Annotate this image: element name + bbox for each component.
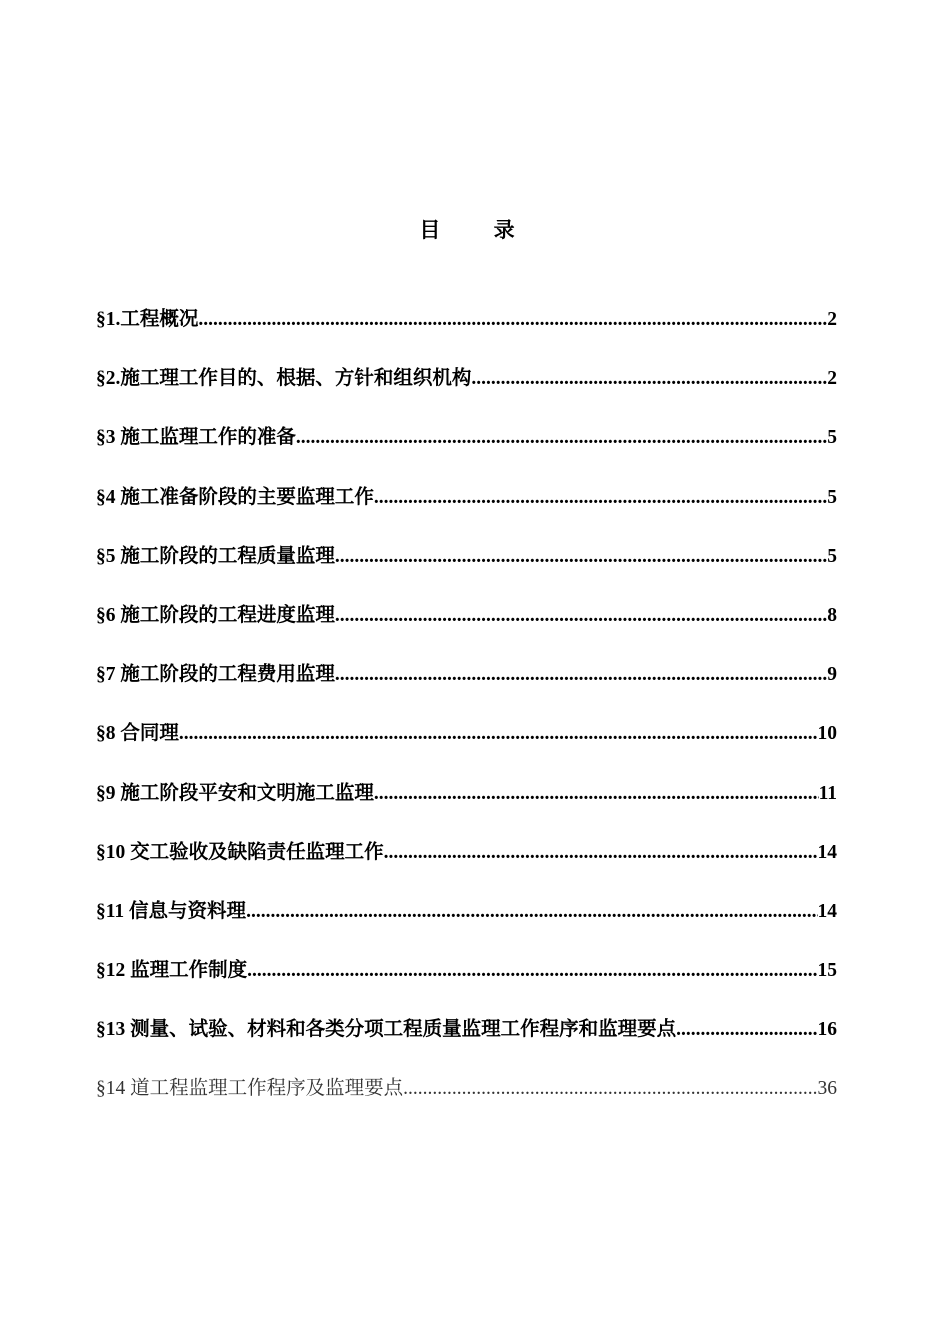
toc-entry[interactable] [96,717,837,776]
toc-entry-page-number: 11 [818,782,837,804]
toc-entry[interactable] [96,777,837,836]
toc-leader-dots [374,783,819,805]
toc-entry-page-number: 14 [817,900,837,922]
toc-entry[interactable] [96,540,837,599]
toc-entry-label: §14 道工程监理工作程序及监理要点 [96,1078,404,1100]
toc-entry-label: §11 信息与资料理 [96,900,247,922]
toc-entry-page-number: 15 [817,960,837,982]
toc-entry-page-number: 16 [817,1019,837,1041]
toc-entry-label: §3 施工监理工作的准备 [96,427,296,449]
toc-entry[interactable] [96,481,837,540]
toc-entry-page-number: 14 [817,841,837,863]
toc-leader-dots [335,546,827,568]
toc-entry-page-number: 5 [827,486,837,508]
toc-entry-label: §6 施工阶段的工程进度监理 [96,604,335,626]
toc-entry-page-number: 2 [827,309,837,330]
toc-entry-label: §5 施工阶段的工程质量监理 [96,545,335,567]
toc-leader-dots [335,664,827,686]
toc-entry[interactable] [96,303,837,362]
toc-entry-page-number: 8 [827,604,837,626]
toc-entry[interactable] [96,362,837,421]
toc-entry-label: §1.工程概况 [96,309,199,330]
toc-entry[interactable] [96,895,837,954]
toc-entry-label: §2.施工理工作目的、根据、方针和组织机构 [96,368,472,390]
toc-entry-label: §8 合同理 [96,723,179,745]
toc-entry-page-number: 9 [827,664,837,686]
toc-entry-page-number: 5 [827,427,837,449]
toc-leader-dots [179,723,818,745]
toc-title: 目 录 [419,218,539,242]
toc-entry[interactable] [96,658,837,717]
toc-leader-dots [384,842,818,864]
toc-entry[interactable] [96,1013,837,1072]
toc-entry[interactable] [96,1072,837,1131]
toc-entry-page-number: 5 [827,545,837,567]
toc-leader-dots [246,901,817,923]
toc-entry-page-number: 36 [817,1078,837,1100]
toc-entry-page-number: 2 [827,368,837,390]
toc-leader-dots [403,1078,817,1100]
toc-entry-page-number: 10 [817,723,837,745]
toc-leader-dots [296,427,827,449]
toc-entry-label: §12 监理工作制度 [96,960,248,982]
toc-entry[interactable] [96,954,837,1013]
toc-entry[interactable] [96,599,837,658]
toc-entry-label: §9 施工阶段平安和文明施工监理 [96,782,374,804]
toc-entry[interactable] [96,421,837,480]
toc-list [96,303,837,1132]
toc-leader-dots [247,960,817,982]
toc-entry-label: §10 交工验收及缺陷责任监理工作 [96,841,384,863]
toc-entry-label: §13 测量、试验、材料和各类分项工程质量监理工作程序和监理要点 [96,1019,677,1041]
toc-leader-dots [335,605,827,627]
toc-leader-dots [198,309,827,331]
toc-entry-label: §7 施工阶段的工程费用监理 [96,664,335,686]
toc-entry[interactable] [96,836,837,895]
toc-leader-dots [676,1019,817,1041]
toc-leader-dots [374,487,827,509]
toc-entry-label: §4 施工准备阶段的主要监理工作 [96,486,374,508]
toc-leader-dots [471,368,827,390]
